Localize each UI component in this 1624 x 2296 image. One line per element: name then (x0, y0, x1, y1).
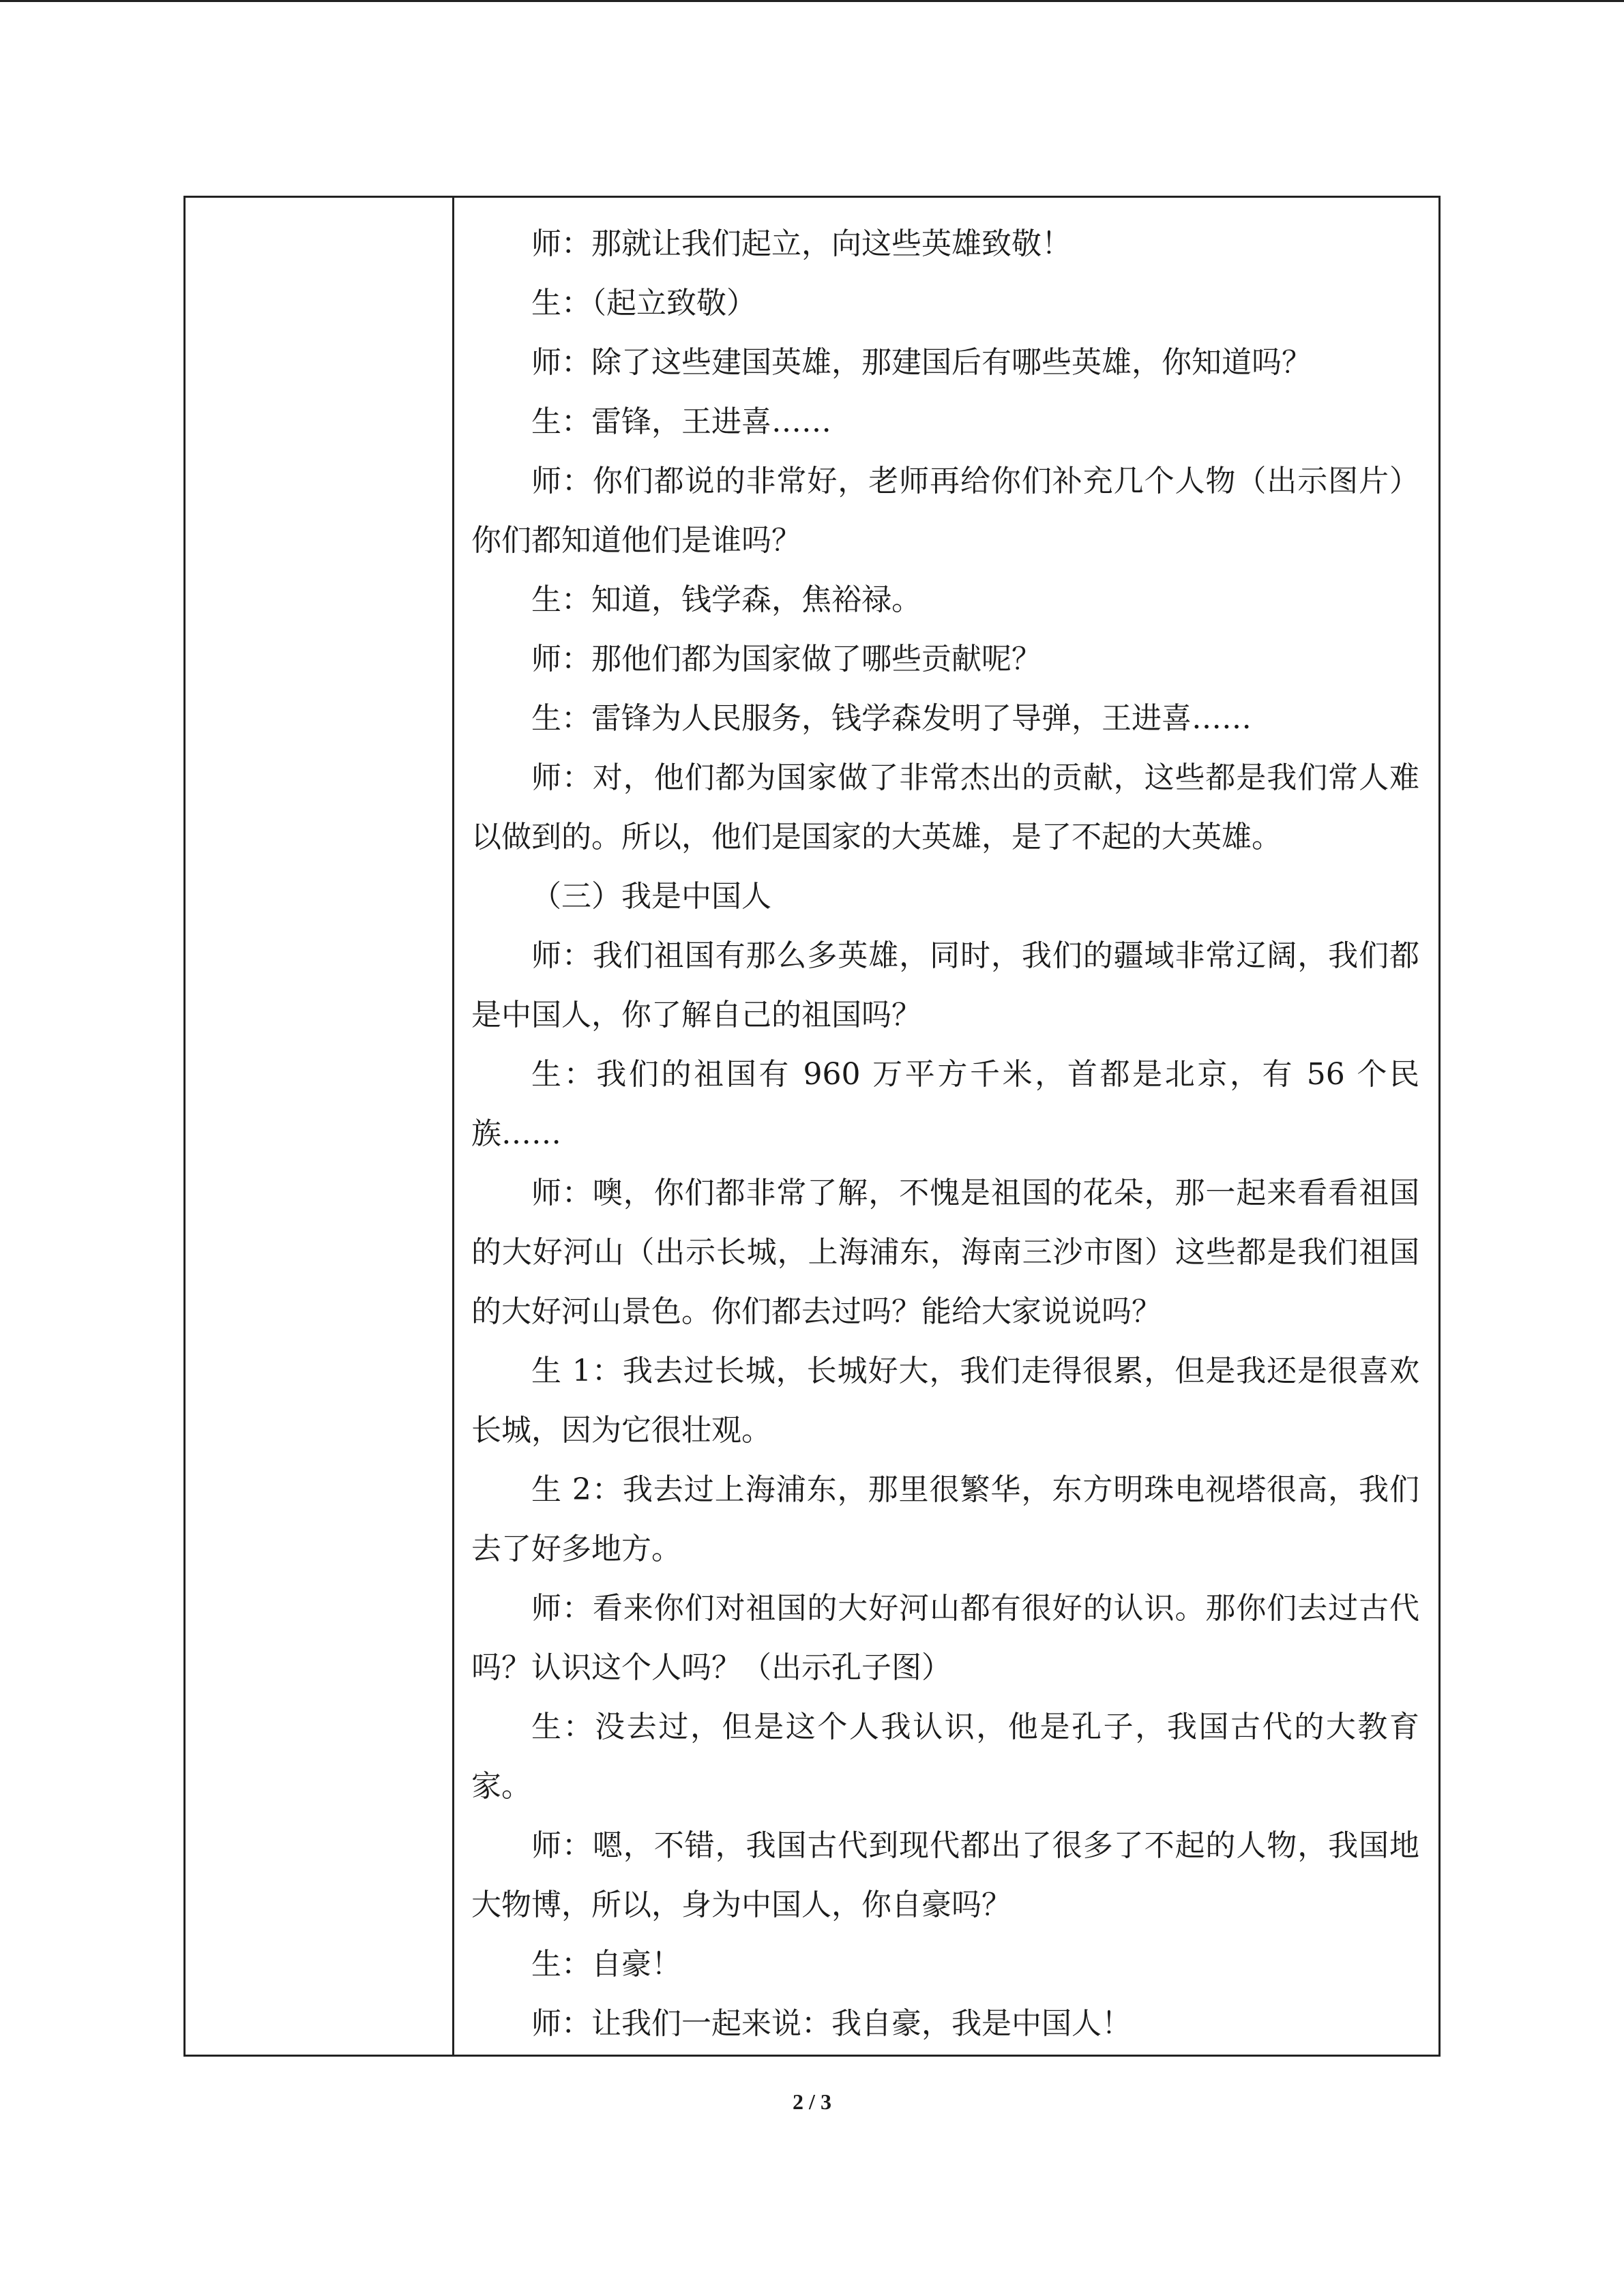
dialogue-paragraph: 生：知道，钱学森，焦裕禄。 (531, 582, 921, 617)
dialogue-paragraph: 师：噢，你们都非常了解，不愧是祖国的花朵，那一起来看看祖国的大好河山（出示长城，上海浦东，海南三沙市图）这些都是我们祖国的大好河山景色。你们都去过吗？能给大家说说吗？ (471, 1176, 1419, 1329)
section-heading: （三）我是中国人 (531, 879, 771, 914)
dialogue-paragraph: 生：我们的祖国有 960 万平方千米，首都是北京，有 56 个民族…… (471, 1057, 1419, 1151)
dialogue-paragraph: 师：看来你们对祖国的大好河山都有很好的认识。那你们去过古代吗？认识这个人吗？（出示孔子图） (471, 1591, 1419, 1685)
dialogue-paragraph: 生：（起立致敬） (531, 286, 756, 320)
dialogue-paragraph: 师：除了这些建国英雄，那建国后有哪些英雄，你知道吗？ (531, 345, 1312, 380)
dialogue-paragraph: 师：让我们一起来说：我自豪，我是中国人！ (531, 2006, 1132, 2041)
dialogue-paragraph: 生 1：我去过长城，长城好大，我们走得很累，但是我还是很喜欢长城，因为它很壮观。 (471, 1354, 1419, 1448)
table-content-column (456, 198, 1438, 2055)
table-left-column (186, 198, 454, 2055)
lesson-table (183, 196, 1441, 2057)
page-number: 2 / 3 (793, 2089, 831, 2114)
dialogue-paragraph: 生 2：我去过上海浦东，那里很繁华，东方明珠电视塔很高，我们去了好多地方。 (471, 1472, 1419, 1566)
dialogue-paragraph: 生：雷锋，王进喜…… (531, 404, 831, 439)
dialogue-paragraph: 师：那他们都为国家做了哪些贡献呢？ (531, 642, 1042, 676)
dialogue-paragraph: 生：没去过，但是这个人我认识，他是孔子，我国古代的大教育家。 (471, 1710, 1419, 1804)
dialogue-paragraph: 师：那就让我们起立，向这些英雄致敬！ (531, 226, 1072, 261)
top-border-line (0, 0, 1624, 2)
dialogue-paragraph: 生：自豪！ (531, 1947, 681, 1982)
dialogue-paragraph: 师：我们祖国有那么多英雄，同时，我们的疆域非常辽阔，我们都是中国人，你了解自己的祖国吗？ (471, 938, 1419, 1032)
dialogue-paragraph: 生：雷锋为人民服务，钱学森发明了导弹，王进喜…… (531, 701, 1252, 736)
dialogue-paragraph: 师：对，他们都为国家做了非常杰出的贡献，这些都是我们常人难以做到的。所以，他们是国家的大英雄，是了不起的大英雄。 (471, 760, 1419, 854)
dialogue-paragraph: 师：你们都说的非常好，老师再给你们补充几个人物（出示图片）你们都知道他们是谁吗？ (471, 464, 1419, 558)
dialogue-paragraph: 师：嗯，不错，我国古代到现代都出了很多了不起的人物，我国地大物博，所以，身为中国人，你自豪吗？ (471, 1828, 1419, 1922)
